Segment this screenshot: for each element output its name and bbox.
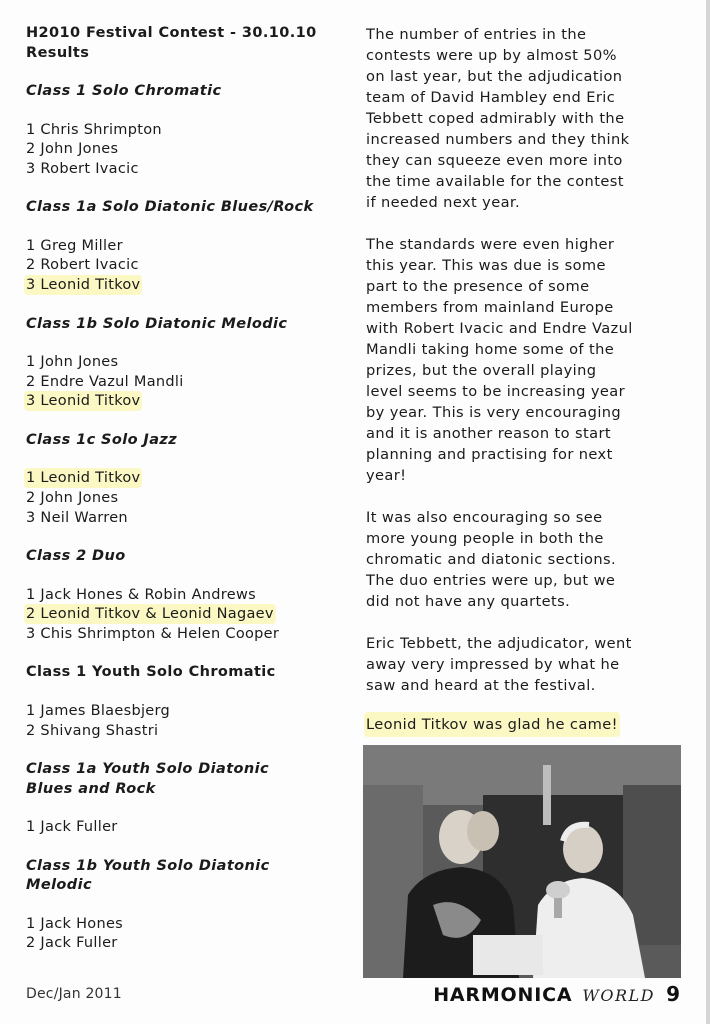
class-section [26,431,356,528]
highlighted-entry: 1 Leonid Titkov [26,470,141,487]
result-entry: 1 Jack Hones & Robin Andrews [26,586,256,603]
result-entry: 1 Chris Shrimpton [26,121,162,138]
award-photo [363,745,681,978]
result-entry: 2 Robert Ivacic [26,257,139,274]
class-section [26,547,356,644]
highlighted-entry: 2 Leonid Titkov & Leonid Nagaev [26,606,274,623]
class-section [26,315,356,412]
result-entry: 3 Chis Shrimpton & Helen Cooper [26,625,280,642]
article-paragraph: Eric Tebbett, the adjudicator, went away very impressed by what he saw and heard at the festival. [366,635,632,694]
class-section [26,760,356,838]
results-title: H2010 Festival Contest - 30.10.10 Results [26,25,317,61]
article-paragraph: The standards were even higher this year. This was due is some part to the presence of some members from mainland Europe with Robert Ivacic and Endre Vazul Mandli taking home some of the prizes, but the overall playing level seems to be increasing year by year. This is very encouraging and it is another reason to start planning and practising for next year! [366,236,633,484]
magazine-brand [433,982,680,1006]
result-entry: 2 Endre Vazul Mandli [26,373,184,390]
result-entry: 1 Jack Hones [26,915,124,932]
class-section [26,82,356,179]
result-entry: 1 John Jones [26,354,119,371]
class-heading: Class 1 Youth Solo Chromatic [26,664,276,681]
class-section [26,198,356,295]
highlighted-caption: Leonid Titkov was glad he came! [366,716,618,733]
article-column [366,24,684,735]
article-paragraph: The number of entries in the contests were up by almost 50% on last year, but the adjudication team of David Hambley end Eric Tebbett coped admirably with the increased numbers and they think they can squeeze even more into the time available for the contest if needed next year. [366,26,630,211]
result-entry: 2 John Jones [26,141,119,158]
class-heading: Class 1 Solo Chromatic [26,83,222,99]
class-heading: Class 1b Youth Solo Diatonic Melodic [26,857,270,894]
result-entry: 2 John Jones [26,489,119,506]
photo-award-ceremony-icon [363,745,681,978]
result-entry: 3 Neil Warren [26,509,128,526]
result-entry: 3 Robert Ivacic [26,160,139,177]
result-entry: 2 Shivang Shastri [26,722,159,739]
highlighted-entry: 3 Leonid Titkov [26,276,141,293]
brand-main: HARMONICA [433,984,573,1006]
class-heading: Class 1a Solo Diatonic Blues/Rock [26,199,314,216]
brand-script: WORLD [582,986,655,1005]
article-paragraph: It was also encouraging so see more young people in both the chromatic and diatonic sections. The duo entries were up, but we did not have any quartets. [366,509,617,610]
page-edge-shadow [706,0,710,1024]
class-section [26,857,356,954]
result-entry: 1 Greg Miller [26,237,123,254]
class-heading: Class 1b Solo Diatonic Melodic [26,315,288,332]
page-number: 9 [666,982,680,1006]
result-entry: 1 Jack Fuller [26,819,118,836]
result-entry: 2 Jack Fuller [26,935,118,952]
highlighted-entry: 3 Leonid Titkov [26,393,141,410]
class-heading: Class 1c Solo Jazz [26,431,178,448]
results-column [26,24,356,954]
class-heading: Class 2 Duo [26,548,126,565]
class-heading: Class 1a Youth Solo Diatonic Blues and Rock [26,761,270,797]
class-section [26,663,356,741]
issue-date: Dec/Jan 2011 [26,986,122,1002]
result-entry: 1 James Blaesbjerg [26,702,171,719]
